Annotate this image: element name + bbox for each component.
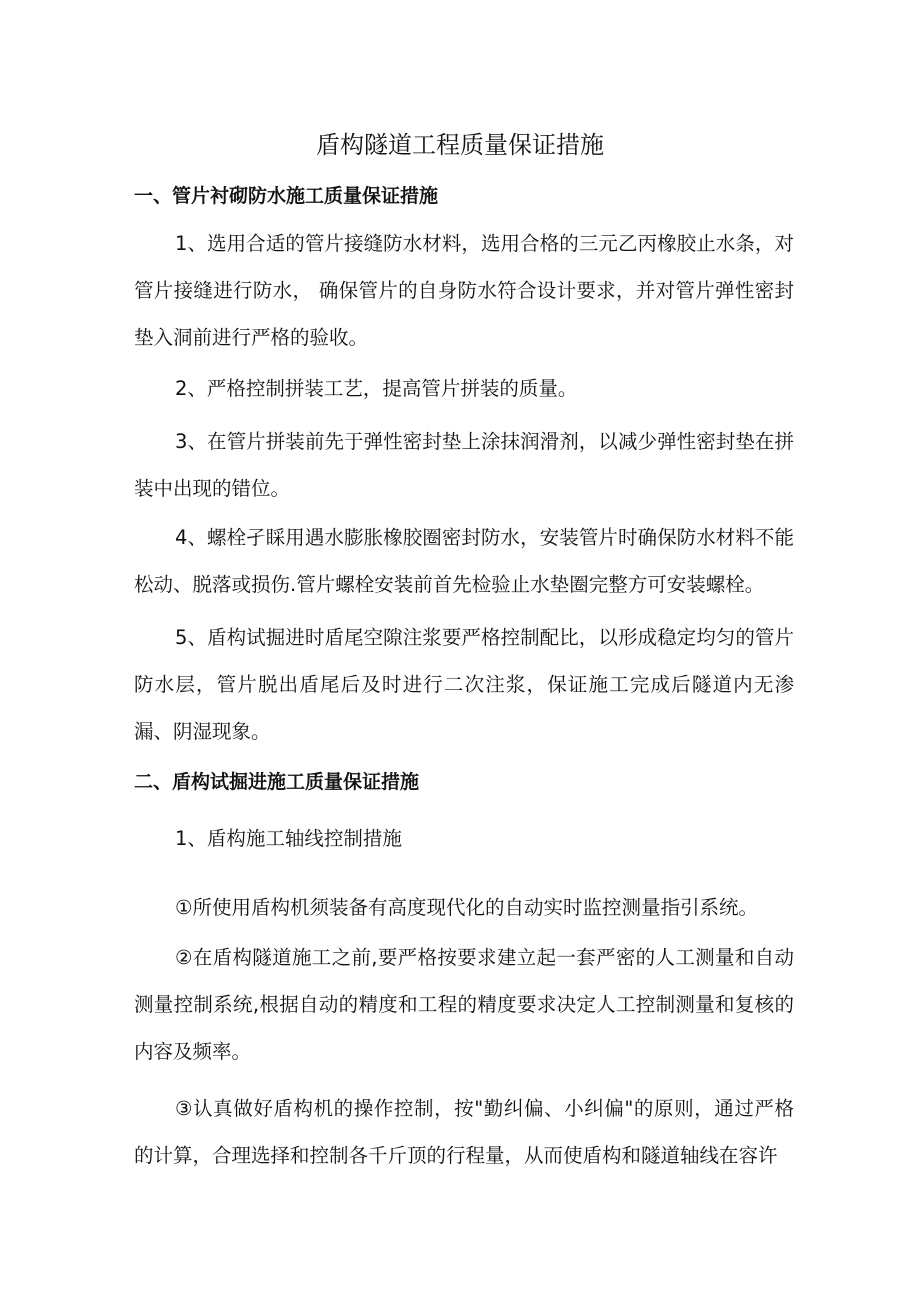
paragraph-2-3: ③认真做好盾构机的操作控制，按"勤纠偏、小纠偏"的原则，通过严格的计算，合理选择和控制各千斤顶的行程量，从而使盾构和隧道轴线在容许 — [134, 1097, 794, 1167]
paragraph-1-2: 2、严格控制拼装工艺，提高管片拼装的质量。 — [175, 377, 578, 400]
paragraph-2-2: ②在盾构隧道施工之前,要严格按要求建立起一套严密的人工测量和自动测量控制系统,根据自动的精度和工程的精度要求决定人工控制测量和复核的内容及频率。 — [134, 946, 794, 1063]
paragraph-1-5: 5、盾构试掘进时盾尾空隙注浆要严格控制配比，以形成稳定均匀的管片防水层，管片脱出盾尾后及时进行二次注浆，保证施工完成后隧道内无渗漏、阴湿现象。 — [134, 626, 794, 743]
document-title: 盾构隧道工程质量保证措施 — [316, 131, 604, 159]
section-heading-1: 一、管片衬砌防水施工质量保证措施 — [134, 185, 439, 207]
paragraph-1-3: 3、在管片拼装前先于弹性密封垫上涂抹润滑剂，以减少弹性密封垫在拼装中出现的错位。 — [134, 430, 794, 500]
paragraph-1-1: 1、选用合适的管片接缝防水材料，选用合格的三元乙丙橡胶止水条，对管片接缝进行防水， 确保管片的自身防水符合设计要求，并对管片弹性密封垫入洞前进行严格的验收。 — [134, 232, 794, 349]
paragraph-2-1: ①所使用盾构机须装备有高度现代化的自动实时监控测量指引系统。 — [175, 896, 758, 919]
section-heading-2: 二、盾构试掘进施工质量保证措施 — [134, 771, 420, 793]
subheading-2-1: 1、盾构施工轴线控制措施 — [175, 827, 402, 850]
paragraph-1-4: 4、螺栓孑睬用遇水膨胀橡胶圈密封防水，安装管片时确保防水材料不能松动、脱落或损伤.管片螺栓安装前首先检验止水垫圈完整方可安装螺栓。 — [134, 526, 794, 596]
